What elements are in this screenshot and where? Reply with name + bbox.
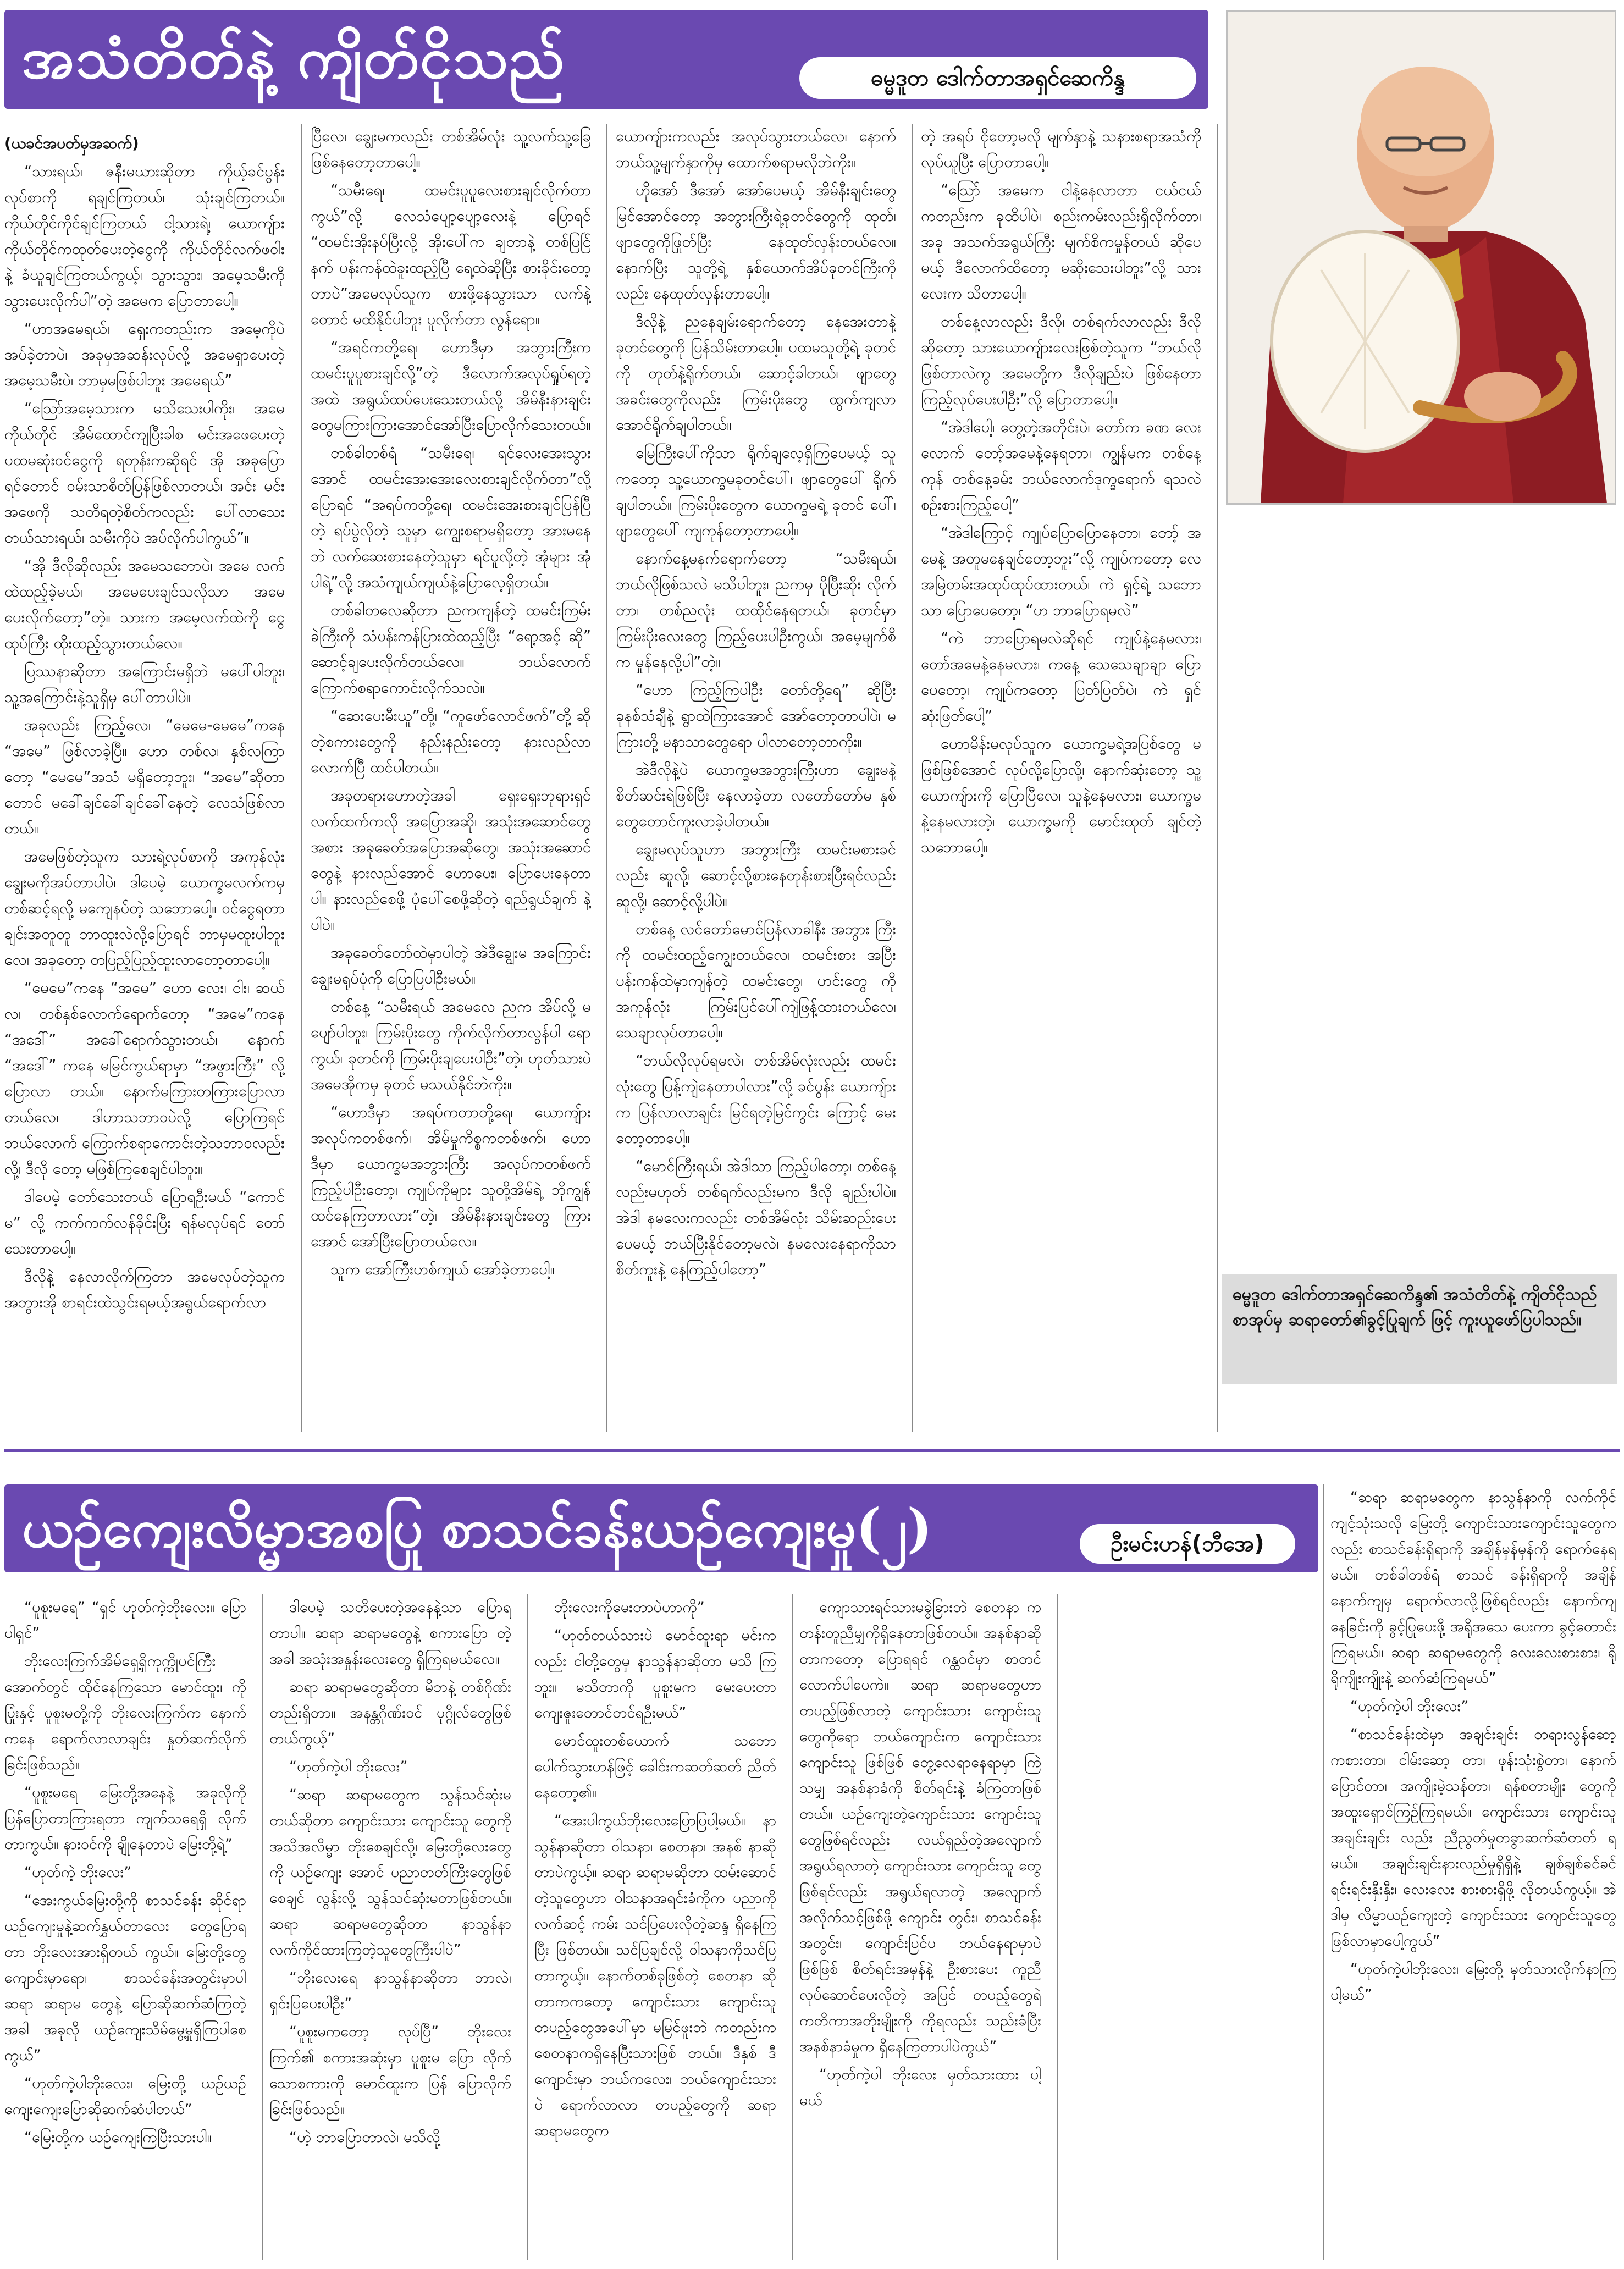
paragraph: ဒီလိုနဲ့ နေလာလိုက်ကြတာ အမေလုပ်တဲ့သူက အဘွားအို စာရင်းထဲသွင်းရမယ့်အရွယ်ရောက်လာ [4,1268,285,1311]
article2-column-4 [799,1594,1041,2260]
column-divider [1057,1594,1058,2260]
paragraph: “အရင်ကတို့ရေ၊ ဟောဒီမှာ အဘွားကြီးက ထမင်းပူပူစားချင်လို့”တဲ့ ဒီလောက်အလုပ်ရှုပ်ရတဲ့ အထဲ အရွယ်ထပ်ပေးသေးတယ်လို့ အိမ်နီးနားချင်း တွေမကြားကြားအောင်အော်ပြီးပြောလိုက်သေးတယ်။ [311,339,591,434]
article1-byline: ဓမ္မဒူတ ဒေါက်တာအရှင်ဆေကိန္ဒ [797,55,1198,101]
paragraph: “ဟာအမေရယ်၊ ရှေးကတည်းက အမေ့ကိုပဲ အပ်ခဲ့တာပဲ၊ အခုမှအဆန်းလုပ်လို့ အမေရှာပေးတဲ့ အမေ့သမီးပဲ၊ ဘာမှမဖြစ်ပါဘူး အမေရယ်” [4,320,285,389]
article2-column-1 [4,1594,246,2260]
paragraph: “ကဲ ဘာပြောရမလဲဆိုရင် ကျုပ်နဲ့နေမလား၊ တော်အမေနဲ့နေမလား၊ ကနေ့ သေသေချာချာ ပြောပေတော့၊ ကျုပ်ကတော့ ပြတ်ပြတ်ပဲ၊ ကဲ ရှင် ဆုံးဖြတ်ပေါ့” [921,630,1201,725]
article2-column-3 [534,1594,776,2260]
article1-title: အသံတိတ်နဲ့ ကျိတ်ငိုသည် [22,24,566,91]
column-divider [527,1594,528,2260]
column-divider [1323,1484,1324,2260]
article1-column-4 [921,124,1201,1432]
paragraph: ဟောမိန်းမလုပ်သူက ယောက္ခမရဲ့အပြစ်တွေ မဖြစ်ဖြစ်အောင် လုပ်လို့ပြောလို့၊ နောက်ဆုံးတော့ သူ့ယောကျ်ားကို ပြောပြီလေ၊ သူနဲ့နေမလား၊ ယောက္ခမနဲ့နေမလားတဲ့၊ ယောက္ခမကို မောင်းထုတ် ချင်တဲ့သဘောပေါ့။ [921,735,1201,856]
paragraph: “ဟုတ်တယ်သားပဲ မောင်ထူးရာ မင်းက လည်း ငါတို့တွေမှ နာသွန်နာဆိုတာ မသိ ကြဘူး။ မသိတာကို ပူစူးမက မေးပေးတာ ကျေးဇူးတောင်တင်ရဦးမယ်” [534,1627,776,1721]
paragraph: “ဆရာ ဆရာမတွေက နာသွန်နာကို လက်ကိုင်ကျင့်သုံးသလို မြေးတို့ ကျောင်းသားကျောင်းသူတွေကလည်း စာသင်ခန်းရှိရာကို အချိန်မှန်မှန်ကို ရောက်နေရမယ်။ တစ်ခါတစ်ရံ စာသင် ခန်းရှိရာကို အချိန်နောက်ကျမှ ရောက်လာလို့ဖြစ်ရင်လည်း နောက်ကျ နေခြင်းကို ခွင့်ပြုပေးဖို့ အရိုအသေ ပေးကာ ခွင့်တောင်းကြရမယ်။ ဆရာ ဆရာမတွေကို လေးလေးစားစား၊ ရိုရိုကျိုးကျိုးနဲ့ ဆက်ဆံကြရမယ်” [1330,1489,1616,1687]
paragraph: “ဟဲ့ ဘာပြောတာလဲ၊ မသိလို့ [289,2129,440,2146]
article2-column-6 [1330,1484,1616,2260]
paragraph: “ဘယ်လိုလုပ်ရမလဲ၊ တစ်အိမ်လုံးလည်း ထမင်းလုံးတွေ ပြန့်ကျဲနေတာပါလား”လို့ ခင်ပွန်း ယောကျ်ားက ပြန်လာလာချင်း မြင်ရတဲ့မြင်ကွင်း ကြောင့် မေးတော့တာပေါ့။ [616,1052,896,1147]
paragraph: “ဟုတ်ကဲ့ပါဘိုးလေး၊ မြေးတို့ ယဉ်ယဉ် ကျေးကျေးပြောဆိုဆက်ဆံပါတယ်” [4,2075,246,2118]
paragraph: တစ်နေ့ လင်တော်မောင်ပြန်လာခါနီး အဘွား ကြီးကို ထမင်းထည့်ကျွေးတယ်လေ၊ ထမင်းစား အပြီး ပန်းကန်ထဲမှာကျန်တဲ့ ထမင်းတွေ၊ ဟင်းတွေ ကို အကုန်လုံး ကြမ်းပြင်ပေါ်ကျဲဖြန့်ထားတယ်လေ၊ သေချာလုပ်တာပေါ့။ [616,920,896,1041]
paragraph: “ဆရာ ဆရာမတွေက သွန်သင်ဆုံးမ တယ်ဆိုတာ ကျောင်းသား ကျောင်းသူ တွေကို အသိအလိမ္မာ တိုးစေချင်လို့၊ မြေးတို့လေးတွေကို ယဉ်ကျေး အောင် ပညာတတ်ကြီးတွေဖြစ်စေချင် လွန်းလို့ သွန်သင်ဆုံးမတာဖြစ်တယ်။ ဆရာ ဆရာမတွေဆိုတာ နာသွန်နာ လက်ကိုင်ထားကြတဲ့သူတွေကြီးပါပဲ” [269,1786,511,1958]
paragraph: “ဟောဒီမှာ အရပ်ကတာတို့ရေ၊ ယောကျ်ား အလုပ်ကတစ်ဖက်၊ အိမ်မှုကိစ္စကတစ်ဖက်၊ ဟော ဒီမှာ ယောက္ခမအဘွားကြီး အလုပ်ကတစ်ဖက် ကြည့်ပါဦးတော့၊ ကျုပ်ကိုများ သူတို့အိမ်ရဲ့ ဘိုကျွန် ထင်နေကြတာလား”တဲ့၊ အိမ်နီးနားချင်းတွေ ကြားအောင် အော်ပြီးပြောတယ်လေ။ [311,1103,591,1250]
article2-byline: ဦးမင်းဟန်(ဘီအေ) [1078,1522,1297,1566]
article1-column-1 [4,131,285,1434]
paragraph: သူက အော်ကြီးဟစ်ကျယ် အော်ခဲ့တာပေါ့။ [330,1261,555,1278]
paragraph: ဒါပေမဲ့ သတိပေးတဲ့အနေနဲ့သာ ပြောရ တာပါ။ ဆရာ ဆရာမတွေနဲ့ စကားပြော တဲ့အခါ အသုံးအနှုန်းလေးတွေ ရှိကြရမယ်လေ။ [269,1599,511,1668]
article1-column-5 [1226,511,1616,1254]
article2-title: ယဉ်ကျေးလိမ္မာအစပြု စာသင်ခန်းယဉ်ကျေးမှု(၂) [22,1497,932,1559]
paragraph: “ပူစူးမရေ မြေးတို့အနေနဲ့ အခုလိုကို ပြန်ပြောတာကြားရတာ ကျက်သရေရှိ လိုက်တာကွယ်။ နားဝင်ကို ချိုနေတာပဲ မြေးတို့ရဲ့” [4,1784,246,1853]
article1-credit-box: ဓမ္မဒူတ ဒေါက်တာအရှင်ဆေကိန္ဒ၏ အသံတိတ်နဲ့ ကျိတ်ငိုသည်စာအုပ်မှ ဆရာတော်၏ခွင့်ပြုချက် ဖြင့် ကူးယူဖော်ပြပါသည်။ [1222,1274,1617,1384]
paragraph: တစ်ခါတစ်ရံ “သမီးရေ၊ ရင်လေးအေးသွား အောင် ထမင်းအေးအေးလေးစားချင်လိုက်တာ”လို့ ပြောရင် “အရပ်ကတို့ရေ၊ ထမင်းအေးစားချင်ပြန်ပြီ တဲ့ ရပ်ပွဲလိုတဲ့ သူမှာ ကျွေးစရာမရှိတော့ အားမနေဘဲ လက်ဆေးစားနေတဲ့သူမှာ ရင်ပူလို့တဲ့ အုံများ အုံပါရဲ့”လို့ အသံကျယ်ကျယ်နဲ့ပြောလေ့ရှိတယ်။ [311,444,591,591]
paragraph: “အေးကွယ်မြေးတို့ကို စာသင်ခန်း ဆိုင်ရာယဉ်ကျေးမှုနဲ့ဆက်နွှယ်တာလေး တွေပြောရတာ ဘိုးလေးအားရှိတယ် ကွယ်။ မြေးတို့တွေ ကျောင်းမှာရော၊ စာသင်ခန်းအတွင်းမှာပါ ဆရာ ဆရာမ တွေနဲ့ ပြောဆိုဆက်ဆံကြတဲ့အခါ အခုလို ယဉ်ကျေးသိမ်မွေ့မှုရှိကြပါစေကွယ်” [4,1892,246,2064]
article2-column-2 [269,1594,511,2260]
paragraph: “အဲဒါကြောင့် ကျုပ်ပြောပြောနေတာ၊ တော့် အမေနဲ့ အတူမနေချင်တော့ဘူး”လို့ ကျုပ်ကတော့ လေ အမြဲတမ်းအထုပ်ထုပ်ထားတယ်၊ ကဲ ရှင့်ရဲ့ သဘောသာ ပြောပေတော့၊ “ဟ ဘာပြောရမလဲ” [921,524,1201,619]
paragraph: “ဟုတ်ကဲ့ပါဘိုးလေး၊ မြေးတို့ မှတ်သားလိုက်နာကြပါ့မယ်” [1330,1961,1616,2003]
paragraph: ဘိုးလေးကြက်အိမ်ရှေ့ရှိကုက္ကိုပင်ကြီး အောက်တွင် ထိုင်နေကြသော မောင်ထူး၊ ကိုပြုံးနှင့် ပူစူးမတို့ကို ဘိုးလေးကြက်က နောက်ကနေ ရောက်လာလာချင်း နှုတ်ဆက်လိုက်ခြင်းဖြစ်သည်။ [4,1653,246,1773]
paragraph: “ပူစူးမရေ” “ရှင် ဟုတ်ကဲ့ဘိုးလေး။ ပြောပါရှင်” [4,1599,246,1642]
paragraph: ချွေးမလုပ်သူဟာ အဘွားကြီး ထမင်းမစားခင် လည်း ဆူလို့၊ ဆောင့်လို့စားနေတုန်းစားပြီးရင်လည်း ဆူလို့၊ ဆောင့်လို့ပါပဲ။ [616,841,896,910]
column-divider [1217,124,1218,1432]
paragraph: “မောင်ကြီးရယ်၊ အဲဒါသာ ကြည့်ပါတော့၊ တစ်နေ့လည်းမဟုတ် တစ်ရက်လည်းမက ဒီလို ချည်းပါပဲ။ အဲဒါ နမလေးကလည်း တစ်အိမ်လုံး သိမ်းဆည်းပေးပေမယ့် ဘယ်ပြီးနိုင်တော့မလဲ၊ နမလေးနေရာကိုသာ စိတ်ကူးနဲ့ နေကြည့်ပါတော့” [616,1157,896,1278]
paragraph: အခုခေတ်တော်ထဲမှာပါတဲ့ အဲဒီချွေးမ အကြောင်း ချွေးမရုပ်ပုံကို ပြောပြပါဦးမယ်။ [311,944,591,987]
paragraph: “စာသင်ခန်းထဲမှာ အချင်းချင်း တရားလွန်ဆော့ကစားတာ၊ ငါမ်းဆော့ တာ၊ ဖုန်းသုံးစွဲတာ၊ နောက်ပြောင်တာ၊ အကျိုးမဲ့သန်တာ၊ ရန်စတာမျိုး တွေကို အထူးရှောင်ကြဉ်ကြရမယ်။ ကျောင်းသား ကျောင်းသူအချင်းချင်း လည်း ညီညွတ်မှုတခွာဆက်ဆံတတ် ရမယ်။ အချင်းချင်းနားလည်မှုရှိရှိနဲ့ ချစ်ချစ်ခင်ခင် ရင်းရင်းနှီးနှီး၊ လေးလေး စားစားရှိဖို့ လိုတယ်ကွယ့်။ အဲဒါမှ လိမ္မာယဉ်ကျေးတဲ့ ကျောင်းသား ကျောင်းသူတွေ ဖြစ်လာမှာပေါ့ကွယ်” [1330,1726,1616,1950]
paragraph: “သမီးရေ၊ ထမင်းပူပူလေးစားချင်လိုက်တာ ကွယ်”လို့ လေသံပျော့ပျော့လေးနဲ့ ပြောရင် “ထမင်းအိုးနပ်ပြီးလို့ အိုးပေါ်က ချတာနဲ့ တစ်ပြင်ြ နက် ပန်းကန်ထဲခူးထည့်ပြီ ရေ့ထဲဆိုပြီး စားခိုင်းတော့ တာပဲ”အမေလုပ်သူက စားဖို့နေသွားသာ လက်နဲ့ တောင် မထိနိုင်ပါဘူး ပူလိုက်တာ လွန်ရော။ [311,181,591,328]
paragraph: မြေကြီးပေါ်ကိုသာ ရိုက်ချလေ့ရှိကြပေမယ့် သူကတော့ သူ့ယောက္ခမခုတင်ပေါ်၊ ဖျာတွေပေါ် ရိုက်ချပါတယ်။ ကြမ်းပိုးတွေက ယောက္ခမရဲ့ ခုတင် ပေါ်၊ ဖျာတွေပေါ် ကျကုန်တော့တာပေါ့။ [616,444,896,539]
article1-column-2 [311,124,591,1432]
paragraph: ဒီလိုနဲ့ ညနေချမ်းရောက်တော့ နေအေးတာနဲ့ ခုတင်တွေကို ပြန်သိမ်းတာပေါ့။ ပထမသူတို့ရဲ့ ခုတင်ကို တုတ်နဲ့ရိုက်တယ်၊ ဆောင့်ခါတယ်၊ ဖျာတွေ အခင်းတွေကိုလည်း ကြမ်းပိုးတွေ ထွက်ကျလာ အောင်ရိုက်ချပါတယ်။ [616,313,896,434]
paragraph: “ဟုတ်ကဲ့ ဘိုးလေး” [24,1864,132,1881]
paragraph: (ယခင်အပတ်မှအဆက်) [4,135,139,152]
monk-portrait-photo [1226,10,1616,505]
paragraph: ဟိုအော် ဒီအော် အော်ပေမယ့် အိမ်နီးချင်းတွေ မြင်အောင်တော့ အဘွားကြီးရဲ့ခုတင်တွေကို ထုတ်၊ ဖျာတွေကိုဖြုတ်ပြီး နေထုတ်လှန်းတယ်လေ။ နောက်ပြီး သူတို့ရဲ့ နှစ်ယောက်အိပ်ခုတင်ကြီးကို လည်း နေထုတ်လှန်းတာပေါ့။ [616,181,896,302]
paragraph: “သြော်အမေ့သားက မသိသေးပါကိုး၊ အမေ ကိုယ်တိုင် အိမ်ထောင်ကျပြီးခါစ မင်းအဖေပေးတဲ့ ပထမဆုံးဝင်ငွေကို ရတုန်းကဆိုရင် အို အခုပြောရင်တောင် ဝမ်းသာစိတ်ပြန်ဖြစ်လာတယ်၊ အင်း မင်းအဖေကို သတိရတဲ့စိတ်ကလည်း ပေါ်လာသေး တယ်သားရယ်၊ သမီးကိုပဲ အပ်လိုက်ပါကွယ်”။ [4,400,285,546]
paragraph: မောင်ထူးတစ်ယောက် သဘော ပေါက်သွားဟန်ဖြင့် ခေါင်းကဆတ်ဆတ် ညိတ်နေတော့၏။ [534,1732,776,1801]
paragraph: အမေဖြစ်တဲ့သူက သားရဲ့လုပ်စာကို အကုန်လုံး ချွေးမကိုအပ်တာပါပဲ၊ ဒါပေမဲ့ ယောက္ခမလက်ကမှ တစ်ဆင့်ရလို့ မကျေနပ်တဲ့ သဘောပေါ့။ ဝင်ငွေရတာ ချင်းအတူတူ ဘာထူးလဲလို့ပြောရင် ဘာမှမထူးပါဘူး လေ၊ အခုတော့ တပြည့်ပြည့်ထူးလာတော့တာပေါ့။ [4,848,285,969]
paragraph: “အို ဒီလိုဆိုလည်း အမေသဘောပဲ၊ အမေ လက်ထဲထည့်ခဲ့မယ်၊ အမေပေးချင်သလိုသာ အမေ ပေးလိုက်တော့”တဲ့။ သားက အမေ့လက်ထဲကို ငွေထုပ်ကြီး ထိုးထည့်သွားတယ်လေ။ [4,557,285,652]
paragraph: “မေမေ”ကနေ “အမေ” ဟော လေး၊ ငါး၊ ဆယ် လ၊ တစ်နှစ်လောက်ရောက်တော့ “အမေ”ကနေ “အဒေါ်” အခေါ်ရောက်သွားတယ်၊ နောက် “အဒေါ်” ကနေ မမြင်ကွယ်ရာမှာ “အဖွားကြီး” လို့ ပြောလာ တယ်။ နောက်မကြားတကြားပြောလာတယ်လေ၊ ဒါဟာသဘာဝပဲလို့ ပြောကြရင် ဘယ်လောက် ကြောက်စရာကောင်းတဲ့သဘာဝလည်းလို့၊ ဒီလို တော့ မဖြစ်ကြစေချင်ပါဘူး။ [4,979,285,1178]
paragraph: ကျောသားရင်သားမခွဲခြားဘဲ စေတနာ က တန်းတူညီမျှကိုရှိနေတာဖြစ်တယ်။ အနစ်နာဆိုတာကတော့ ပြောရရင် ဂန္ထဝင်မှာ စာတင်လောက်ပါပေကဲ။ ဆရာ ဆရာမတွေဟာ တပည့်ဖြစ်လာတဲ့ ကျောင်းသား ကျောင်းသူတွေကိုရော ဘယ်ကျောင်းက ကျောင်းသား ကျောင်းသူ ဖြစ်ဖြစ် တွေ့လေရာနေရာမှာ ကြဲသမျှ အနစ်နာခံကို စိတ်ရင်းနဲ့ ခံကြတာဖြစ်တယ်။ ယဉ်ကျေးတဲ့ကျောင်းသား ကျောင်းသူ တွေဖြစ်ရင်လည်း လယ်ရှည်တဲ့အလျောက် အရွယ်ရလာတဲ့ ကျောင်းသား ကျောင်းသူ တွေဖြစ်ရင်လည်း အရွယ်ရလာတဲ့ အလျောက် အလိုက်သင့်ဖြစ်ဖို့ ကျောင်း တွင်း၊ စာသင်ခန်းအတွင်း၊ ကျောင်းပြင်ပ ဘယ်နေရာမှာပဲဖြစ်ဖြစ် စိတ်ရင်းအမှန်နဲ့ ဦးစားပေး ကူညီလုပ်ဆောင်ပေးလိုတဲ့ အပြင် တပည့်တွေရဲ့ ကတိကာအတိုးမျိုးကို ကိုရလည်း သည်းခံပြီး အနစ်နာခံမှုက ရှိနေကြတာပါပဲကွယ်” [799,1599,1041,2055]
paragraph: အခုတရားဟောတဲ့အခါ ရှေးရှေးဘုရားရှင် လက်ထက်ကလို အပြောအဆို၊ အသုံးအဆောင်တွေ အစား အခုခေတ်အပြောအဆိုတွေ၊ အသုံးအဆောင် တွေနဲ့ နားလည်အောင် ဟောပေး၊ ပြောပေးနေတာ ပါ။ နားလည်စေဖို့ ပုံပေါ်စေဖို့ဆိုတဲ့ ရည်ရွယ်ချက် နဲ့ပါပဲ။ [311,787,591,934]
paragraph: “ဆေးပေးမီးယူ”တို့၊ “ကူဖော်လောင်ဖက်”တို့ ဆိုတဲ့စကားတွေကို နည်းနည်းတော့ နားလည်လာ လောက်ပြီ ထင်ပါတယ်။ [311,707,591,776]
paragraph: နောက်နေ့မနက်ရောက်တော့ “သမီးရယ်၊ ဘယ်လိုဖြစ်သလဲ မသိပါဘူး၊ ညကမှ ပိုပြီးဆိုး လိုက်တာ၊ တစ်ညလုံး ထထိုင်နေရတယ်၊ ခုတင်မှာ ကြမ်းပိုးလေးတွေ ကြည့်ပေးပါဦးကွယ်၊ အမေ့မျက်စိ က မှုန်နေလို့ပါ”တဲ့။ [616,550,896,671]
paragraph: “ဟော ကြည့်ကြပါဦး တော်တို့ရေ” ဆိုပြီး ခုနစ်သံချီနဲ့ ရွာထဲကြားအောင် အော်တော့တာပါပဲ၊ မကြားတို့ မနာသာတွေရော ပါလာတော့တာကိုး။ [616,681,896,750]
column-divider [912,124,913,1432]
paragraph: အဲဒီလိုနဲ့ပဲ ယောက္ခမအဘွားကြီးဟာ ချွေးမနဲ့ စိတ်ဆင်းရဲဖြစ်ပြီး နေလာခဲ့တာ လတော်တော်မ နှစ်တွေတောင်ကူးလာခဲ့ပါတယ်။ [616,761,896,830]
paragraph: “ဟုတ်ကဲ့ပါ ဘိုးလေး” [1350,1698,1469,1715]
section-divider [4,1449,1620,1452]
paragraph: ဆရာ ဆရာမတွေဆိုတာ မိဘနဲ့ တစ်ဂိုဏ်းတည်းရှိတာ။ အနန္တဂိုဏ်းဝင် ပုဂ္ဂိုလ်တွေဖြစ်တယ်ကွယ့်” [269,1679,511,1747]
paragraph: တစ်နေ့ “သမီးရယ် အမေလေ ညက အိပ်လို့ မပျော်ပါဘူး၊ ကြမ်းပိုးတွေ ကိုက်လိုက်တာလွန်ပါ ရောကွယ်၊ ခုတင်ကို ကြမ်းပိုးချပေးပါဦး”တဲ့၊ ဟုတ်သားပဲ အမေအိုကမှ ခုတင် မသယ်နိုင်ဘဲကိုး။ [311,998,591,1093]
paragraph: တဲ့ အရပ် ငိုတော့မလို မျက်နှာနဲ့ သနားစရာအသံကို လုပ်ယူပြီး ပြောတာပေါ့။ [921,128,1201,171]
paragraph: “ပူစူးမကတော့ လုပ်ပြီ” ဘိုးလေး ကြက်၏ စကားအဆုံးမှာ ပူစူးမ ပြော လိုက်သောစကားကို မောင်ထူးက ပြန် ပြောလိုက်ခြင်းဖြစ်သည်။ [269,2023,511,2118]
paragraph: “ဟုတ်ကဲ့ပါ ဘိုးလေး” [289,1758,408,1775]
paragraph: “အေးပါကွယ်ဘိုးလေးပြောပြပါ့မယ်။ နာသွန်နာဆိုတာ ဝါသနာ၊ စေတနာ၊ အနစ် နာဆိုတာပဲကွယ့်။ ဆရာ ဆရာမဆိုတာ ထမ်းဆောင်တဲ့သူတွေဟာ ဝါသနာအရင်းခံကိုက ပညာကို လက်ဆင့် ကမ်း သင်ပြပေးလိုတဲ့ဆန္ဒ ရှိနေကြပြီး ဖြစ်တယ်။ သင်ပြချင်လို့ ဝါသနာကိုသင်ပြ တာကွယ့်။ နောက်တစ်ခုဖြစ်တဲ့ စေတနာ ဆိုတာကကတော့ ကျောင်းသား ကျောင်းသူ တပည့်တွေအပေါ်မှာ မမြင်ဖူးဘဲ ကတည်းက စေတနာကရှိနေပြီးသားဖြစ် တယ်။ ဒီနှစ် ဒီကျောင်းမှာ ဘယ်ကလေး၊ ဘယ်ကျောင်းသားပဲ ရောက်လာလာ တပည့်တွေကို ဆရာ ဆရာမတွေက [534,1812,776,2139]
paragraph: ယောကျ်ားကလည်း အလုပ်သွားတယ်လေ၊ နောက် ဘယ်သူ့မျက်နှာကိုမှ ထောက်စရာမလိုဘဲကိုး။ [616,128,896,171]
paragraph: ဘိုးလေးကိုမေးတာပဲဟာကို” [554,1599,705,1616]
paragraph: ဒါပေမဲ့ တော်သေးတယ် ပြောရဦးမယ် “ကောင်မ” လို့ ကက်ကက်လန်ခိုင်းပြီး ရန်မလုပ်ရင် တော်သေးတာပေါ့။ [4,1188,285,1257]
paragraph: “အဲဒါပေါ့၊ တွေ့တဲ့အတိုင်းပဲ၊ တော်က ခဏ လေးလောက် တော့်အမေနဲ့နေရတာ၊ ကျွန်မက တစ်နေ့ကုန် တစ်နေ့ခမ်း ဘယ်လောက်ဒုက္ခရောက် ရသလဲ စဉ်းစားကြည့်ပေါ့” [921,418,1201,514]
paragraph: “ဘိုးလေးရေ နာသွန်နာဆိုတာ ဘာလဲ၊ ရှင်းပြပေးပါဦး” [269,1969,511,2012]
paragraph: အခုလည်း ကြည့်လေ၊ “မေမေ-မေမေ”ကနေ “အမေ” ဖြစ်လာခဲ့ပြီ။ ဟော တစ်လ၊ နှစ်လကြာတော့ “မေမေ”အသံ မရှိတော့ဘူး၊ “အမေ”ဆိုတာတောင် မခေါ်ချင်ခေါ်ချင်ခေါ်နေတဲ့ လေသံဖြစ်လာတယ်။ [4,716,285,837]
article1-column-3 [616,124,896,1432]
monk-portrait-icon [1228,12,1615,503]
paragraph: “သြော် အမေက ငါနဲ့နေလာတာ ငယ်ငယ် ကတည်းက ခုထိပါပဲ၊ စည်းကမ်းလည်းရှိလိုက်တာ၊ အခု အသက်အရွယ်ကြီး မျက်စိကမှုန်တယ် ဆိုပေမယ့် ဒီလောက်ထိတော့ မဆိုးသေးပါဘူး”လို့ သားလေးက သိတာပေါ့။ [921,181,1201,302]
paragraph: “ဟုတ်ကဲ့ပါ ဘိုးလေး မှတ်သားထား ပါ့မယ် [799,2066,1041,2109]
paragraph: ပြဿနာဆိုတာ အကြောင်းမရှိဘဲ မပေါ်ပါဘူး၊ သူ့အကြောင်းနဲ့သူရှိမှ ပေါ်တာပါပဲ။ [4,663,285,706]
paragraph: “မြေးတို့က ယဉ်ကျေးကြပြီးသားပါ။ [24,2129,212,2146]
paragraph: တစ်ခါတလေဆိုတာ ညကကျန်တဲ့ ထမင်းကြမ်း ခဲကြီးကို သံပန်းကန်ပြားထဲထည့်ပြီး “ရော့အင့် ဆို” ဆောင့်ချပေးလိုက်တယ်လေ။ ဘယ်လောက် ကြောက်စရာကောင်းလိုက်သလဲ။ [311,601,591,697]
paragraph: တစ်နေ့လာလည်း ဒီလို၊ တစ်ရက်လာလည်း ဒီလိုဆိုတော့ သားယောကျ်ားလေးဖြစ်တဲ့သူက “ဘယ်လို ဖြစ်တာလဲကွ အမေတို့က ဒီလိုချည်းပဲ ဖြစ်နေတာ ကြည့်လုပ်ပေးပါဦး”လို့ ပြောတာပေါ့။ [921,313,1201,408]
column-divider [301,124,302,1432]
article2-column-5 [1064,1594,1306,2260]
column-divider [262,1594,263,2260]
paragraph: “သားရယ်၊ ဇနီးမယားဆိုတာ ကိုယ့်ခင်ပွန်း လုပ်စာကို ရချင်ကြတယ်၊ သုံးချင်ကြတယ်။ ကိုယ်တိုင်ကိုင်ချင်ကြတယ် ငါ့သားရဲ့၊ ယောကျ်ား ကိုယ်တိုင်ကထုတ်ပေးတဲ့ငွေကို ကိုယ်တိုင်လက်ဖဝါး နဲ့ ခံယူချင်ကြတယ်ကွယ့်၊ သွားသွား၊ အမေ့သမီးကို သွားပေးလိုက်ပါ”တဲ့ အမေက ပြောတာပေါ့။ [4,163,285,310]
column-divider [792,1594,793,2260]
column-divider [606,124,607,1432]
paragraph: ပြီလေ၊ ချွေးမကလည်း တစ်အိမ်လုံး သူ့လက်သူ့ခြေ ဖြစ်နေတော့တာပေါ့။ [311,128,591,171]
